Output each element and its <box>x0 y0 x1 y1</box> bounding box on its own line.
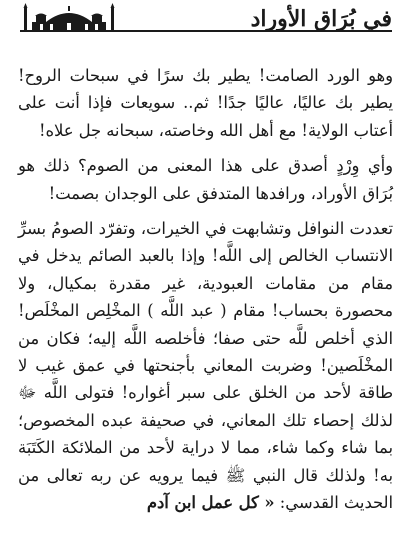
header-divider <box>20 30 392 32</box>
page-header <box>20 0 392 40</box>
paragraph-1: وهو الورد الصامت! يطير بك سرًا في سبحات الروح! يطير بك عاليًا، عاليًا جدًا! ثم.. سويعات فإذا أنت على أعتاب الولاية! مع أهل الله وخاصته، سبحانه جل علاه! <box>18 66 393 140</box>
paragraph-2: وأي وِرْدٍ أصدق على هذا المعنى من الصوم؟ ذلك هو بُرَاق الأوراد، ورافدها المتدفق على الوجدان بصمت! <box>18 156 393 203</box>
paragraph-3 <box>18 215 393 516</box>
paragraph-3-text: تعددت النوافل وتشابهت في الخيرات، وتفرّد الصومُ بسرِّ الانتساب الخالص إلى اللَّه! وإذا بالعبد الصائم يدخل في مقام من مقامات العبودية، غير مقدرة بمكيال، ولا محصورة بحساب! مقام ( عبد اللَّه ) المخْلِص المخْلَص! الذي أخلص للَّه حتى صفا؛ فأخلصه اللَّه إليه؛ فكان من المخْلَصين! وضربت المعاني بأجنحتها في عمق غيب لا طاقة لأحد من الخلق على سبر أغواره! فتولى اللَّه ﷻ لذلك إحصاء تلك المعاني، في صحيفة عبده المخصوص؛ بما شاء وكما شاء، مما لا دراية لأحد من الملائكة الكَتَبَة به! ولذلك قال النبي ﷺ فيما يرويه عن ربه تعالى من الحديث القدسي: <box>18 219 393 513</box>
chapter-title: في بُرَاق الأوراد <box>250 6 392 32</box>
body-text <box>18 62 393 517</box>
hadith-quote-start: « كل عمل ابن آدم <box>146 493 275 513</box>
